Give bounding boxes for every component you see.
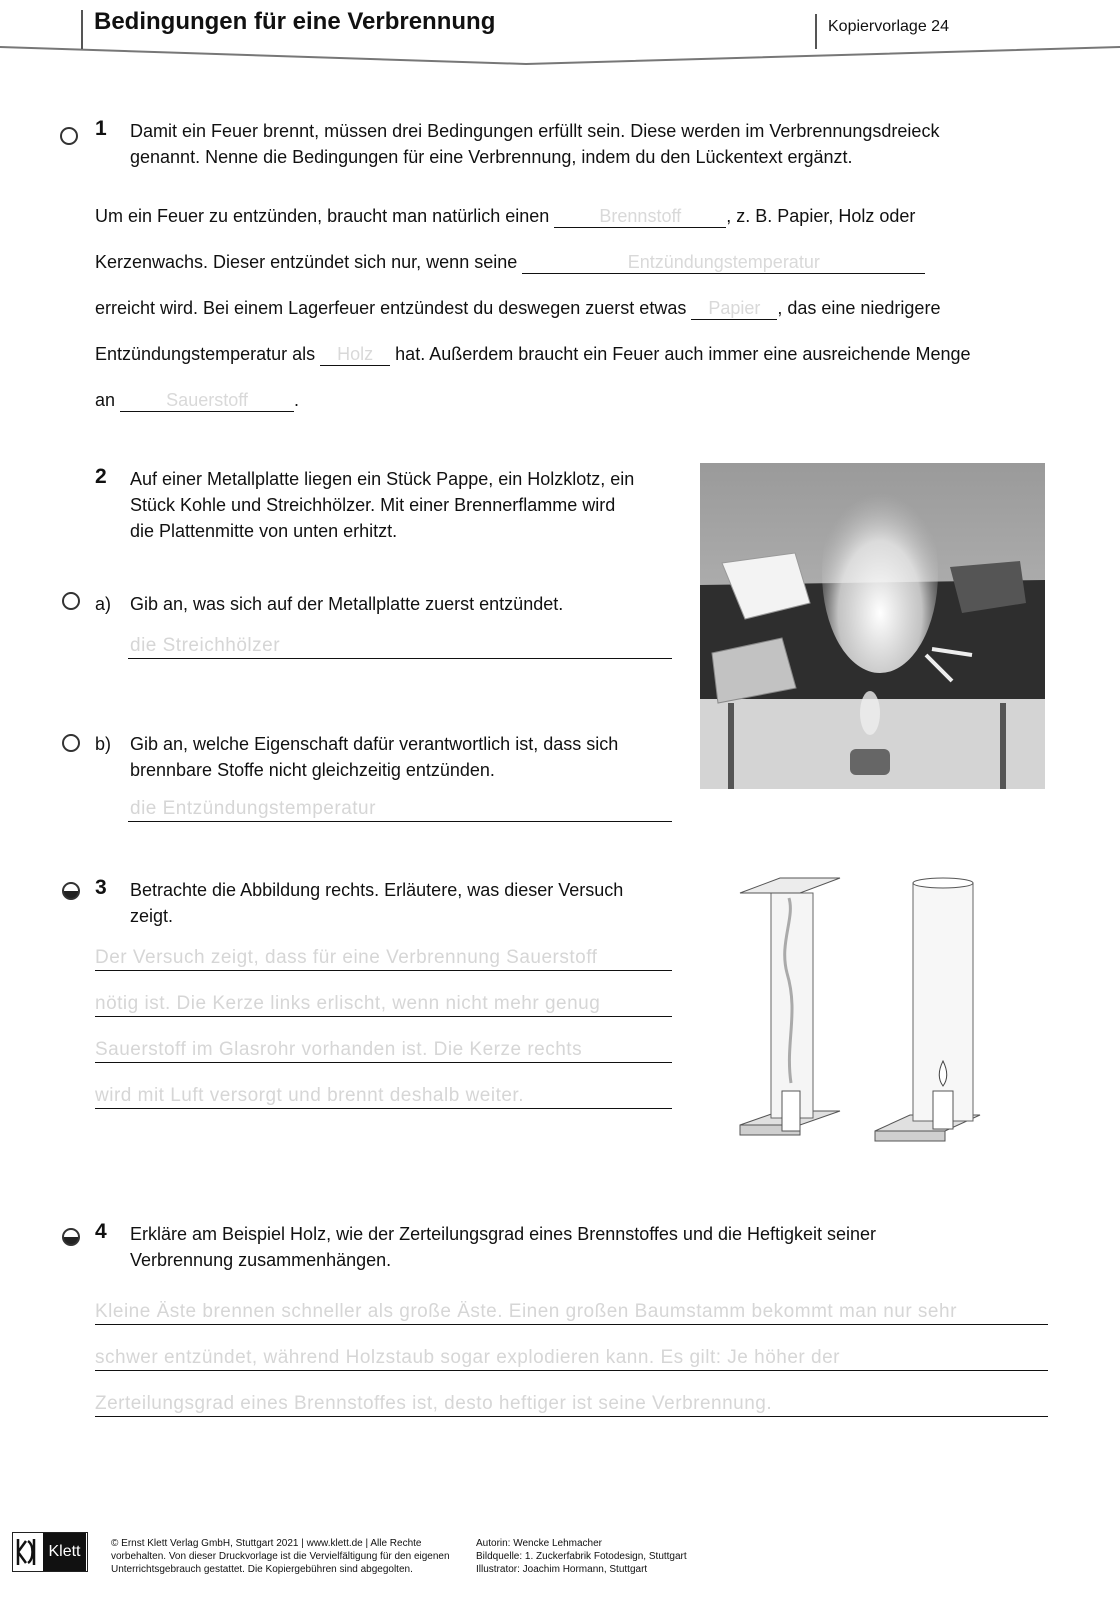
page-title: Bedingungen für eine Verbrennung xyxy=(94,8,496,35)
klett-logo-mark-icon xyxy=(14,1535,42,1569)
answer-rule xyxy=(95,1108,672,1109)
answer-line[interactable]: Zerteilungsgrad eines Brennstoffes ist, desto heftiger ist seine Verbrennung. xyxy=(95,1393,773,1414)
task-number: 3 xyxy=(95,876,107,899)
answer-line[interactable]: die Entzündungstemperatur xyxy=(130,798,376,819)
answer-line[interactable]: Sauerstoff im Glasrohr vorhanden ist. Die Kerze rechts xyxy=(95,1039,583,1060)
difficulty-marker-open xyxy=(62,592,80,610)
cloze-blank[interactable]: Brennstoff xyxy=(554,205,726,228)
difficulty-marker-half xyxy=(62,1228,80,1246)
answer-rule xyxy=(95,1016,672,1017)
answer-rule xyxy=(95,970,672,971)
task-prompt: Auf einer Metallplatte liegen ein Stück Pappe, ein Holzklotz, ein Stück Kohle und Streichhölzer. Mit einer Brennerflamme wird die Plattenmitte von unten erhitzt. xyxy=(130,469,635,541)
task-prompt: Betrachte die Abbildung rechts. Erläutere, was dieser Versuch zeigt. xyxy=(130,880,624,926)
answer-line[interactable]: schwer entzündet, während Holzstaub sogar explodieren kann. Es gilt: Je höher der xyxy=(95,1347,840,1368)
cloze-line: an Sauerstoff . xyxy=(95,390,300,410)
cloze-blank[interactable]: Entzündungstemperatur xyxy=(522,251,925,274)
cloze-line: Um ein Feuer zu entzünden, braucht man natürlich einen Brennstoff , z. B. Papier, Holz oder xyxy=(95,206,916,226)
credits: Autorin: Wencke Lehmacher Bildquelle: 1. Zuckerfabrik Fotodesign, Stuttgart Illustrator: Joachim Hormann, Stuttgart xyxy=(476,1538,687,1575)
task-prompt: Damit ein Feuer brennt, müssen drei Bedingungen erfüllt sein. Diese werden im Verbrennungsdreieck genannt. Nenne die Bedingungen für eine Verbrennung, indem du den Lückentext ergänzt. xyxy=(130,121,940,167)
answer-rule xyxy=(95,1416,1048,1417)
cloze-line: erreicht wird. Bei einem Lagerfeuer entzündest du deswegen zuerst etwas Papier , das eine niedrigere xyxy=(95,298,941,318)
task-number: 2 xyxy=(95,465,107,488)
difficulty-marker-open xyxy=(60,127,78,145)
difficulty-marker-half xyxy=(62,882,80,900)
answer-rule xyxy=(95,1324,1048,1325)
difficulty-marker-open xyxy=(62,734,80,752)
subtask-label: a) xyxy=(95,594,112,614)
klett-logo-text: Klett xyxy=(43,1533,86,1571)
cloze-blank[interactable]: Sauerstoff xyxy=(120,389,294,412)
cloze-line: Entzündungstemperatur als Holz hat. Außerdem braucht ein Feuer auch immer eine ausreichende Menge xyxy=(95,344,971,364)
subtask-prompt: Gib an, welche Eigenschaft dafür verantwortlich ist, dass sich brennbare Stoffe nicht gleichzeitig entzünden. xyxy=(130,734,619,780)
answer-rule xyxy=(128,658,672,659)
cloze-blank[interactable]: Papier xyxy=(691,297,777,320)
copyright-notice: © Ernst Klett Verlag GmbH, Stuttgart 2021 | www.klett.de | Alle Rechte vorbehalten. Von dieser Druckvorlage ist die Vervielfältigung für den eigenen Unterrichtsgebrauch gestattet. Die Kopiergebühren sind abgegolten. xyxy=(111,1538,450,1575)
answer-rule xyxy=(128,821,672,822)
answer-line[interactable]: Kleine Äste brennen schneller als große Äste. Einen großen Baumstamm bekommt man nur sehr xyxy=(95,1301,957,1322)
answer-rule xyxy=(95,1370,1048,1371)
answer-rule xyxy=(95,1062,672,1063)
answer-line[interactable]: wird mit Luft versorgt und brennt deshalb weiter. xyxy=(95,1085,524,1106)
answer-line[interactable]: die Streichhölzer xyxy=(130,635,281,656)
candle-glass-tube-illustration xyxy=(735,873,1015,1163)
answer-line[interactable]: Der Versuch zeigt, dass für eine Verbrennung Sauerstoff xyxy=(95,947,598,968)
task-prompt: Erkläre am Beispiel Holz, wie der Zerteilungsgrad eines Brennstoffes und die Heftigkeit seiner Verbrennung zusammenhängen. xyxy=(130,1224,877,1270)
cloze-blank[interactable]: Holz xyxy=(320,343,390,366)
metal-plate-experiment-photo xyxy=(700,463,1045,789)
task-number: 4 xyxy=(95,1220,107,1243)
answer-line[interactable]: nötig ist. Die Kerze links erlischt, wenn nicht mehr genug xyxy=(95,993,601,1014)
subtask-label: b) xyxy=(95,734,112,754)
subtask-prompt: Gib an, was sich auf der Metallplatte zuerst entzündet. xyxy=(130,594,564,614)
cloze-line: Kerzenwachs. Dieser entzündet sich nur, wenn seine Entzündungstemperatur xyxy=(95,249,925,275)
task-number: 1 xyxy=(95,117,107,140)
template-label: Kopiervorlage 24 xyxy=(828,18,949,35)
